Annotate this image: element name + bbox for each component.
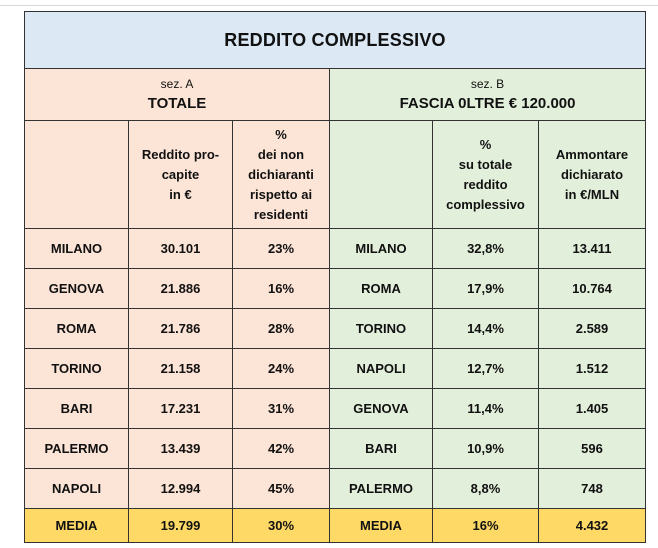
- section-b-label: sez. B: [470, 77, 505, 91]
- section-a-title: TOTALE: [147, 95, 207, 112]
- section-b-average-share: 16%: [433, 509, 539, 543]
- section-b-amount: 1.405: [539, 389, 646, 429]
- section-b-amount: 10.764: [539, 269, 646, 309]
- section-b-header: [330, 69, 646, 121]
- section-b-average-label: MEDIA: [330, 509, 433, 543]
- section-a-average-income: 19.799: [129, 509, 233, 543]
- section-a-income: 12.994: [129, 469, 233, 509]
- table-title: REDDITO COMPLESSIVO: [25, 12, 646, 69]
- section-a-label: sez. A: [160, 77, 194, 91]
- section-b-average-amount: 4.432: [539, 509, 646, 543]
- section-b-amount: 2.589: [539, 309, 646, 349]
- section-a-header: [25, 69, 330, 121]
- section-a-city: NAPOLI: [25, 469, 129, 509]
- section-a-pct: 23%: [233, 229, 330, 269]
- section-b-city: GENOVA: [330, 389, 433, 429]
- section-b-share: 14,4%: [433, 309, 539, 349]
- table-row: [25, 229, 646, 269]
- section-a-pct: 28%: [233, 309, 330, 349]
- section-a-pct: 45%: [233, 469, 330, 509]
- section-a-col-city-header: [25, 121, 129, 229]
- section-a-income: 13.439: [129, 429, 233, 469]
- section-b-city: NAPOLI: [330, 349, 433, 389]
- section-b-share: 8,8%: [433, 469, 539, 509]
- section-a-pct: 24%: [233, 349, 330, 389]
- section-b-share: 32,8%: [433, 229, 539, 269]
- section-b-share: 17,9%: [433, 269, 539, 309]
- section-b-city: ROMA: [330, 269, 433, 309]
- section-b-city: PALERMO: [330, 469, 433, 509]
- section-b-share: 10,9%: [433, 429, 539, 469]
- section-a-city: PALERMO: [25, 429, 129, 469]
- section-a-city: GENOVA: [25, 269, 129, 309]
- section-b-col-share-header: % su totale reddito complessivo: [433, 121, 539, 229]
- section-b-col-city-header: [330, 121, 433, 229]
- section-b-amount: 13.411: [539, 229, 646, 269]
- section-a-income: 30.101: [129, 229, 233, 269]
- section-b-amount: 748: [539, 469, 646, 509]
- section-a-average-pct: 30%: [233, 509, 330, 543]
- section-b-col-amount-header: Ammontare dichiarato in €/MLN: [539, 121, 646, 229]
- section-a-pct: 16%: [233, 269, 330, 309]
- section-b-city: BARI: [330, 429, 433, 469]
- table-row: [25, 269, 646, 309]
- section-a-income: 21.786: [129, 309, 233, 349]
- table-row: [25, 389, 646, 429]
- section-a-city: ROMA: [25, 309, 129, 349]
- section-a-income: 17.231: [129, 389, 233, 429]
- table-row: [25, 349, 646, 389]
- section-b-share: 11,4%: [433, 389, 539, 429]
- section-a-city: TORINO: [25, 349, 129, 389]
- section-b-amount: 1.512: [539, 349, 646, 389]
- section-b-title: FASCIA 0LTRE € 120.000: [399, 95, 576, 112]
- section-a-pct: 31%: [233, 389, 330, 429]
- income-table: [24, 11, 646, 543]
- average-row: [25, 509, 646, 543]
- table-row: [25, 469, 646, 509]
- section-b-city: TORINO: [330, 309, 433, 349]
- section-a-pct: 42%: [233, 429, 330, 469]
- section-a-col-income-header: Reddito pro- capite in €: [129, 121, 233, 229]
- section-a-average-label: MEDIA: [25, 509, 129, 543]
- section-a-income: 21.158: [129, 349, 233, 389]
- section-a-city: MILANO: [25, 229, 129, 269]
- table-row: [25, 429, 646, 469]
- sheet-gridline: [0, 5, 658, 6]
- section-a-col-pct-header: % dei non dichiaranti rispetto ai residenti: [233, 121, 330, 229]
- section-b-amount: 596: [539, 429, 646, 469]
- section-b-city: MILANO: [330, 229, 433, 269]
- table-row: [25, 309, 646, 349]
- section-b-share: 12,7%: [433, 349, 539, 389]
- section-a-income: 21.886: [129, 269, 233, 309]
- section-a-city: BARI: [25, 389, 129, 429]
